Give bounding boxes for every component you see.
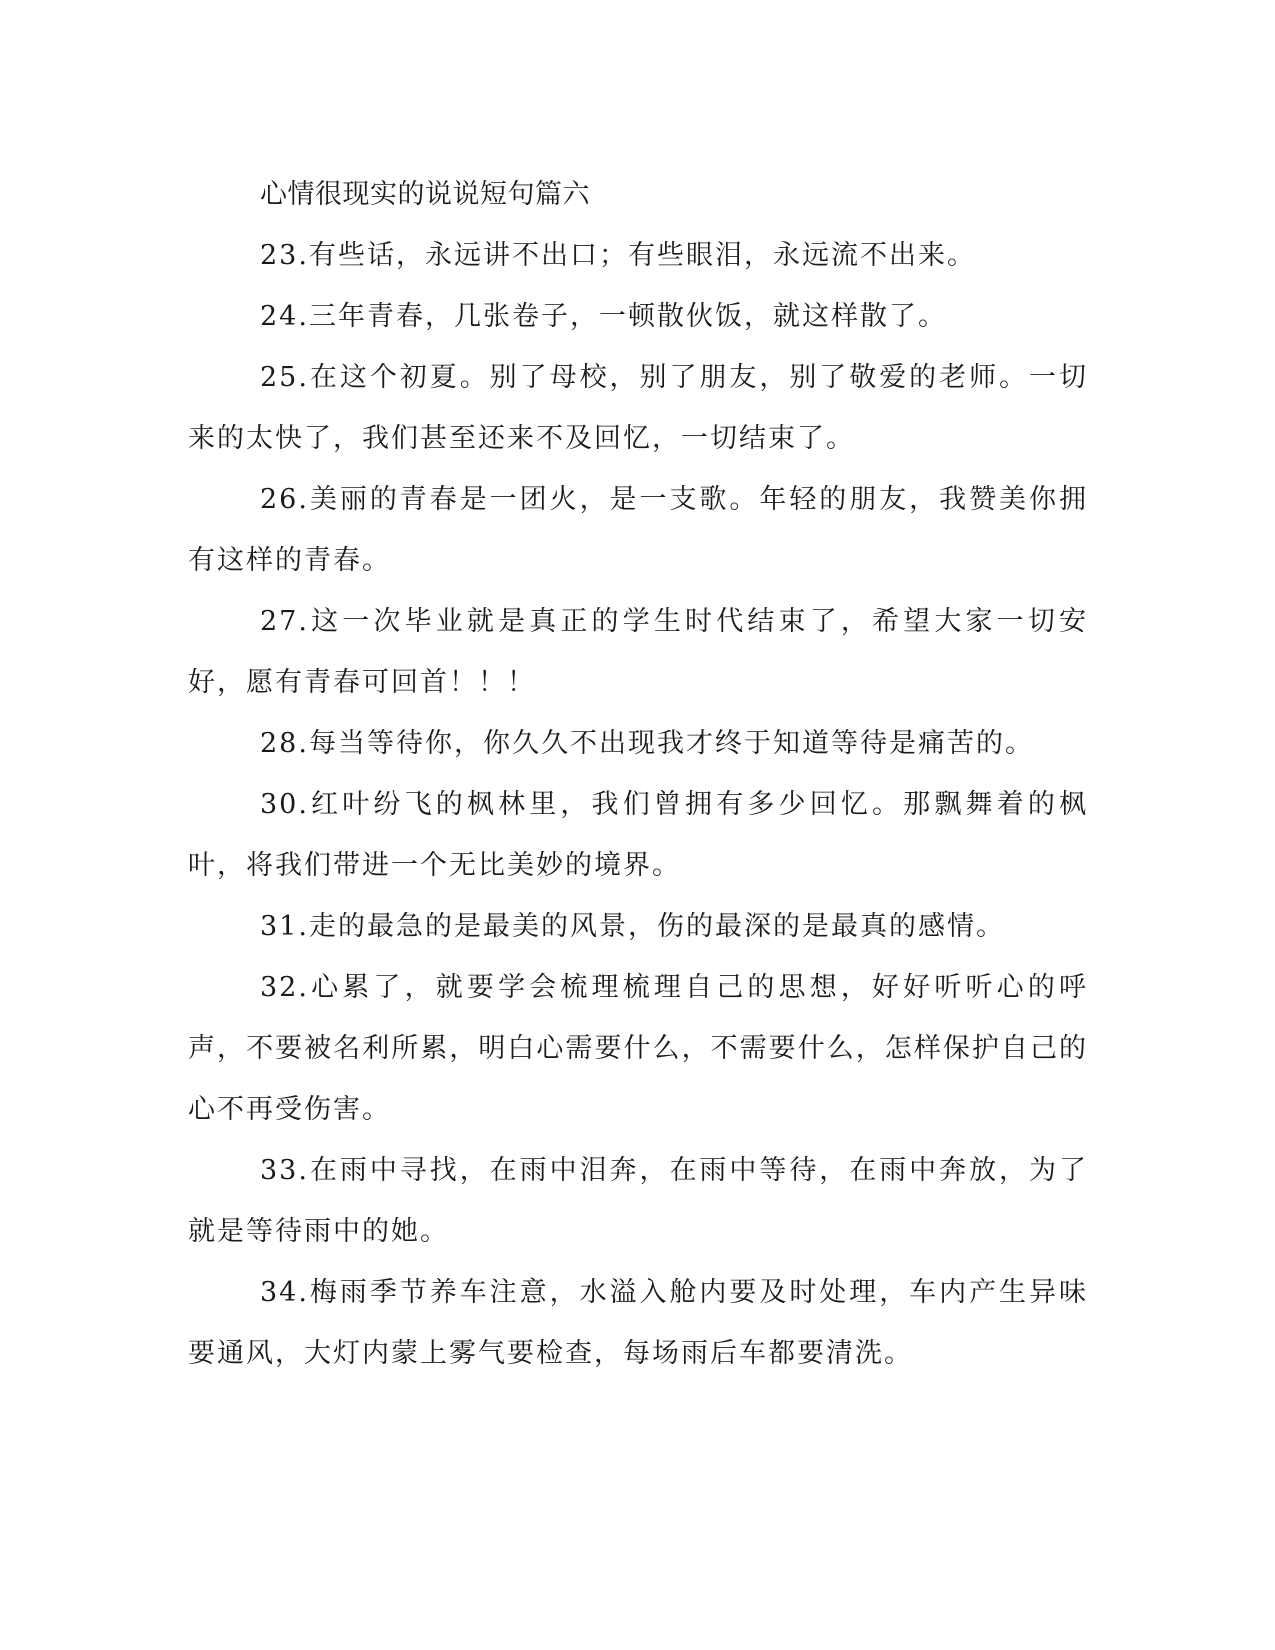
paragraph-28: 28.每当等待你，你久久不出现我才终于知道等待是痛苦的。 bbox=[260, 728, 1034, 759]
paragraph-23: 23.有些话，永远讲不出口；有些眼泪，永远流不出来。 bbox=[260, 240, 976, 271]
paragraph-27: 27.这一次毕业就是真正的学生时代结束了，希望大家一切安好，愿有青春可回首！！！ bbox=[188, 606, 1088, 698]
paragraph-30: 30.红叶纷飞的枫林里，我们曾拥有多少回忆。那飘舞着的枫叶，将我们带进一个无比美妙的境界。 bbox=[188, 789, 1088, 881]
paragraph-33: 33.在雨中寻找，在雨中泪奔，在雨中等待，在雨中奔放，为了就是等待雨中的她。 bbox=[188, 1155, 1088, 1247]
paragraph-26: 26.美丽的青春是一团火，是一支歌。年轻的朋友，我赞美你拥有这样的青春。 bbox=[188, 484, 1088, 576]
section-heading: 心情很现实的说说短句篇六 bbox=[260, 179, 590, 210]
paragraph-34: 34.梅雨季节养车注意，水溢入舱内要及时处理，车内产生异味要通风，大灯内蒙上雾气要检查，每场雨后车都要清洗。 bbox=[188, 1277, 1088, 1369]
paragraph-32: 32.心累了，就要学会梳理梳理自己的思想，好好听听心的呼声，不要被名利所累，明白心需要什么，不需要什么，怎样保护自己的心不再受伤害。 bbox=[188, 972, 1088, 1125]
paragraph-25: 25.在这个初夏。别了母校，别了朋友，别了敬爱的老师。一切来的太快了，我们甚至还来不及回忆，一切结束了。 bbox=[188, 362, 1088, 454]
document-body bbox=[188, 164, 1088, 1384]
paragraph-24: 24.三年青春，几张卷子，一顿散伙饭，就这样散了。 bbox=[260, 301, 947, 332]
paragraph-31: 31.走的最急的是最美的风景，伤的最深的是最真的感情。 bbox=[260, 911, 1005, 942]
